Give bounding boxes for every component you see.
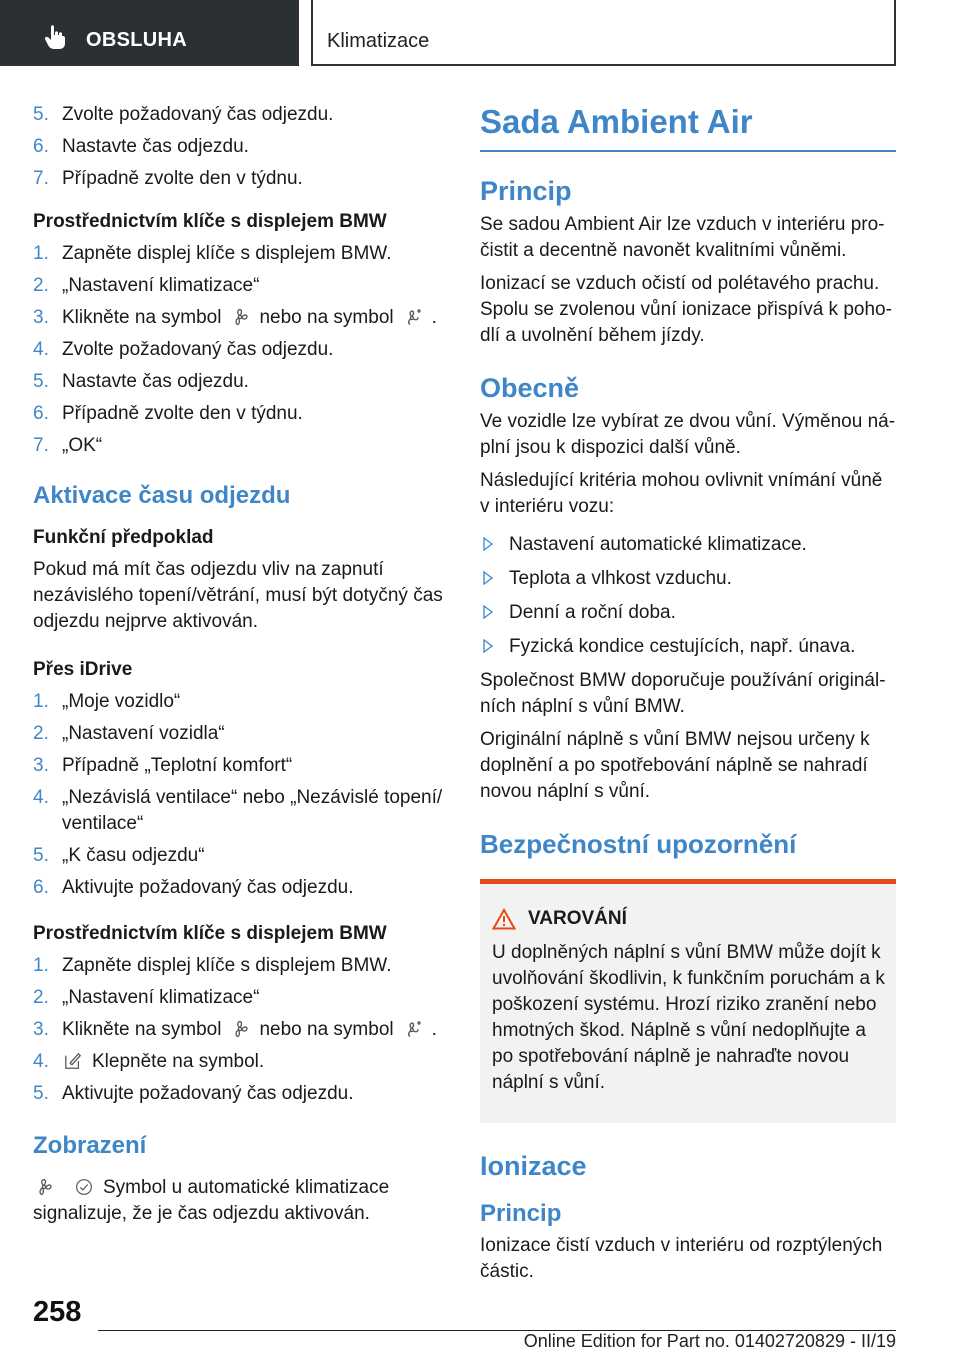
subheading-idrive: Přes iDrive bbox=[33, 659, 133, 680]
list-item: Fyzická kondice cestujících, např. únava. bbox=[480, 634, 896, 660]
fan-with-star-icon bbox=[402, 1020, 424, 1038]
heading-activation: Aktivace času odjezdu bbox=[33, 482, 291, 509]
triangle-bullet-icon bbox=[483, 638, 493, 654]
heading-principle: Princip bbox=[480, 176, 572, 206]
header-section-tab bbox=[0, 0, 299, 66]
heading-ionization: Ionizace bbox=[480, 1151, 587, 1181]
warning-box bbox=[480, 879, 896, 1123]
list-item: 4. „Nezávislá ventilace“ nebo „Nezávislé topení/ ventilace“ bbox=[33, 787, 443, 834]
list-item: 5. Nastavte čas odjezdu. bbox=[33, 371, 249, 392]
check-circle-icon bbox=[73, 1178, 95, 1196]
subheading-key-display: Prostřednictvím klíče s displejem BMW bbox=[33, 211, 387, 232]
main-heading: Sada Ambient Air bbox=[480, 102, 896, 152]
list-item: Denní a roční doba. bbox=[480, 600, 896, 626]
paragraph: Společnost BMW doporučuje používání originálních náplní s vůní BMW. bbox=[480, 670, 886, 717]
left-column bbox=[33, 102, 443, 1234]
footer-edition: Online Edition for Part no. 01402720829 - II/19 bbox=[523, 1331, 896, 1351]
list-item: 6. Nastavte čas odjezdu. bbox=[33, 136, 249, 157]
list-item: 6. Aktivujte požadovaný čas odjezdu. bbox=[33, 877, 354, 898]
fan-icon bbox=[33, 1178, 55, 1196]
right-column bbox=[480, 102, 896, 1292]
list-item: 3. Klikněte na symbol nebo na symbol . bbox=[33, 1019, 437, 1040]
fan-icon bbox=[229, 308, 251, 326]
fan-icon bbox=[229, 1020, 251, 1038]
heading-safety: Bezpečnostní upozornění bbox=[480, 829, 797, 859]
paragraph: Symbol u automatické klimatizace signalizuje, že je čas odjezdu aktivován. bbox=[33, 1177, 390, 1224]
heading-display: Zobrazení bbox=[33, 1132, 147, 1159]
subheading-key-display: Prostřednictvím klíče s displejem BMW bbox=[33, 923, 387, 944]
list-item: Nastavení automatické klimatizace. bbox=[480, 532, 896, 558]
edit-icon bbox=[62, 1052, 84, 1070]
list-item: 1. „Moje vozidlo“ bbox=[33, 691, 181, 712]
header-chapter-tab bbox=[311, 0, 896, 66]
list-item: 5. Zvolte požadovaný čas odjezdu. bbox=[33, 104, 334, 125]
heading-general: Obecně bbox=[480, 373, 580, 403]
section-label: OBSLUHA bbox=[86, 29, 187, 51]
list-item: 1. Zapněte displej klíče s displejem BMW. bbox=[33, 243, 392, 264]
paragraph: Se sadou Ambient Air lze vzduch v interiéru pročistit a decentně navonět kvalitními vůněmi. bbox=[480, 214, 885, 261]
list-item: 2. „Nastavení klimatizace“ bbox=[33, 275, 260, 296]
triangle-bullet-icon bbox=[483, 570, 493, 586]
list-item: 1. Zapněte displej klíče s displejem BMW. bbox=[33, 955, 392, 976]
paragraph: Ionizací se vzduch očistí od polétavého prachu. Spolu se zvolenou vůní ionizace přispívá k pohodlí a uvolnění během jízdy. bbox=[480, 273, 892, 346]
list-item: 4. Zvolte požadovaný čas odjezdu. bbox=[33, 339, 334, 360]
heading-principle: Princip bbox=[480, 1200, 562, 1227]
list-item: 4. Klepněte na symbol. bbox=[33, 1051, 265, 1072]
list-item: 6. Případně zvolte den v týdnu. bbox=[33, 403, 303, 424]
hand-pointer-icon bbox=[44, 24, 66, 50]
paragraph: Ve vozidle lze vybírat ze dvou vůní. Výměnou náplní jsou k dispozici další vůně. bbox=[480, 411, 896, 458]
list-item: 7. „OK“ bbox=[33, 435, 103, 456]
paragraph: Pokud má mít čas odjezdu vliv na zapnutí nezávislého topení/větrání, musí být dotyčný čas odjezdu nejprve aktivován. bbox=[33, 559, 443, 632]
list-item: 7. Případně zvolte den v týdnu. bbox=[33, 168, 303, 189]
triangle-bullet-icon bbox=[483, 604, 493, 620]
triangle-bullet-icon bbox=[483, 536, 493, 552]
list-item: 5. Aktivujte požadovaný čas odjezdu. bbox=[33, 1083, 354, 1104]
warning-text: U doplněných náplní s vůní BMW může dojít k uvolňování škodlivin, k funkčním poruchám a k poškození systému. Hrozí riziko zranění nebo hmotných škod. Náplně s vůní nedoplňujte a po spotřebování náplně je nahraďte novou náplní s vůní. bbox=[492, 942, 885, 1093]
list-item: 3. Klikněte na symbol nebo na symbol . bbox=[33, 307, 437, 328]
subheading-prerequisite: Funkční předpoklad bbox=[33, 527, 214, 548]
warning-triangle-icon bbox=[492, 908, 516, 930]
list-item: Teplota a vlhkost vzduchu. bbox=[480, 566, 896, 592]
paragraph: Originální náplně s vůní BMW nejsou určeny k doplnění a po spotřebování náplně se nahradí novou náplní s vůní. bbox=[480, 729, 870, 802]
list-item: 5. „K času odjezdu“ bbox=[33, 845, 205, 866]
chapter-title: Klimatizace bbox=[327, 30, 430, 52]
paragraph: Ionizace čistí vzduch v interiéru od rozptýlených částic. bbox=[480, 1235, 883, 1282]
list-item: 3. Případně „Teplotní komfort“ bbox=[33, 755, 293, 776]
paragraph: Následující kritéria mohou ovlivnit vnímání vůně v interiéru vozu: bbox=[480, 470, 883, 517]
list-item: 2. „Nastavení klimatizace“ bbox=[33, 987, 260, 1008]
list-item: 2. „Nastavení vozidla“ bbox=[33, 723, 225, 744]
page-number: 258 bbox=[33, 1296, 82, 1328]
warning-title: VAROVÁNÍ bbox=[492, 906, 886, 932]
fan-with-star-icon bbox=[402, 308, 424, 326]
